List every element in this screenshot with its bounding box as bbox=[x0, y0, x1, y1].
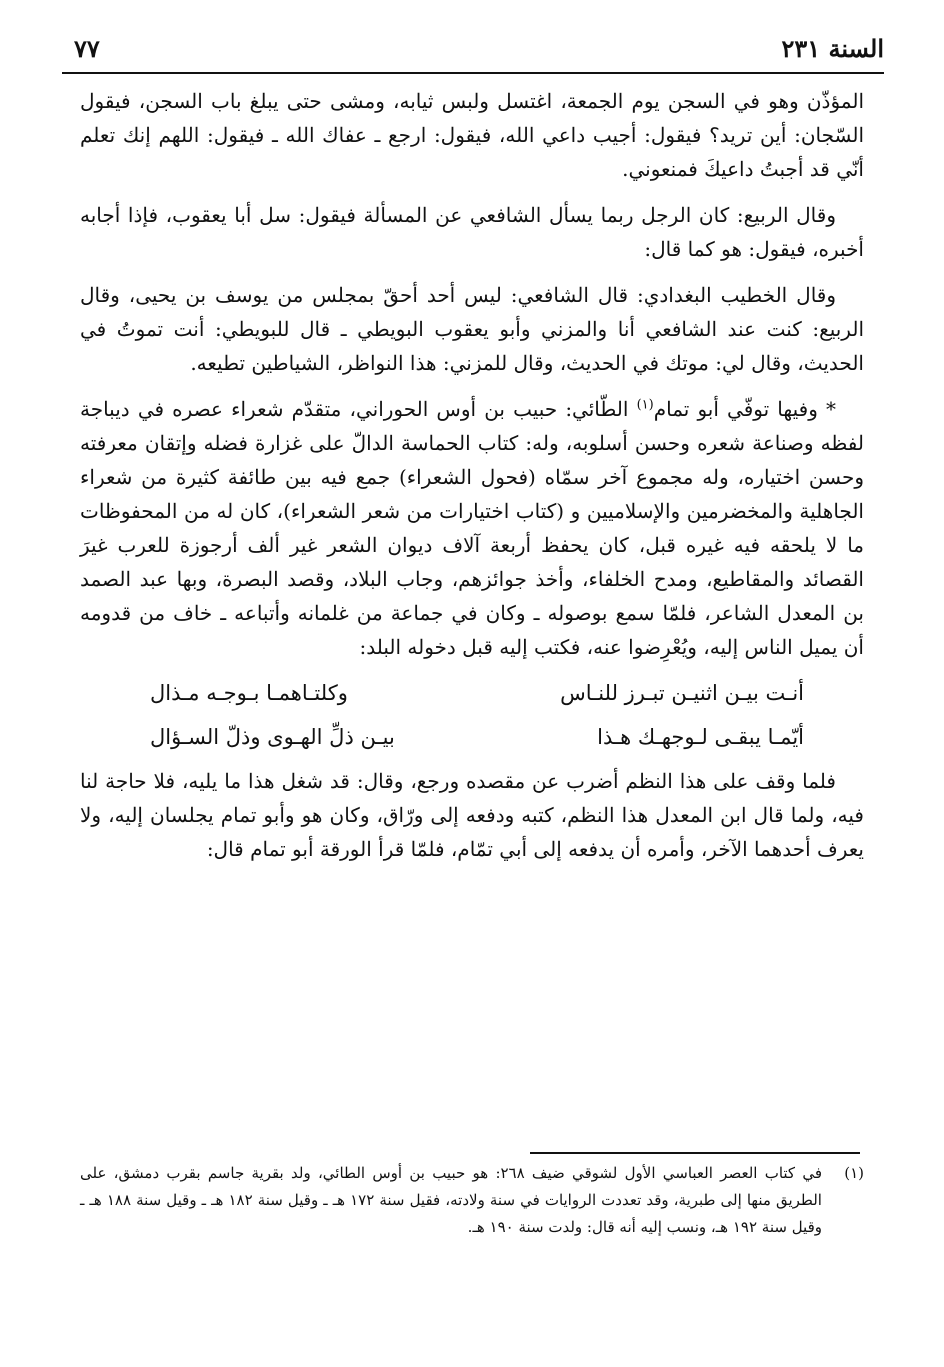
paragraph-abu-tammam bbox=[80, 392, 864, 664]
footnotes bbox=[80, 1160, 864, 1241]
paragraph-muezzin: المؤذّن وهو في السجن يوم الجمعة، اغتسل ولبس ثيابه، ومشى حتى يبلغ باب السجن، فيقول السّجان: أين تريد؟ فيقول: أجيب داعي الله، فيقول: ارجع ـ عفاك الله ـ فيقول: اللهم إنك تعلم أنّي قد أجبتُ داعيكَ فمنعوني. bbox=[80, 89, 864, 181]
footnote-rule bbox=[530, 1152, 860, 1154]
paragraph-khatib: وقال الخطيب البغدادي: قال الشافعي: ليس أحد أحقّ بمجلس من يوسف بن يحيى، وقال الربيع: كنت عند الشافعي أنا والمزني وأبو يعقوب البويطي ـ قال للبويطي: أنت تموتُ في الحديث، وقال لي: موتك في الحديث، وقال للمزني: هذا النواظر، الشياطين تطيعه. bbox=[80, 283, 864, 375]
paragraph-closing: فلما وقف على هذا النظم أضرب عن مقصده ورجع، وقال: قد شغل هذا ما يليه، فلا حاجة لنا فيه، ولما قال ابن المعدل هذا النظم، كتبه ودفعه إلى ورّاق، وكان هو وأبو تمام يجلسان إليه، ولا يعرف أحدهما الآخر، وأمره أن يدفعه إلى أبي تمّام، فلمّا قرأ الورقة أبو تمام قال: bbox=[80, 769, 864, 861]
paragraph-rabi-question: وقال الربيع: كان الرجل ربما يسأل الشافعي عن المسألة فيقول: سل أبا يعقوب، فإذا أجابه أخبره، فيقول: هو كما قال: bbox=[80, 203, 864, 261]
verse-2-second-hemistich: بيـن ذلِّ الهـوى وذلّ السـؤال bbox=[150, 725, 395, 749]
header-rule bbox=[62, 72, 884, 74]
verse-1-first-hemistich: أنـت بيـن اثنيـن تبـرز للنـاس bbox=[560, 681, 804, 705]
running-head: السنة ٢٣١ bbox=[781, 34, 884, 63]
verse-2-first-hemistich: أيّمـا يبقـى لـوجهـك هـذا bbox=[597, 725, 804, 749]
footnote-1 bbox=[80, 1160, 864, 1241]
abu-tammam-description: الطّائي: حبيب بن أوس الحوراني، متقدّم شعراء عصره في ديباجة لفظه وصناعة شعره وحسن أسلوبه، وله: كتاب الحماسة الدالّ على غزارة فضله وإتقان معرفته وحسن اختياره، وله مجموع آخر سمّاه (فحول الشعراء) جمع فيه بين طائفة كثيرة من شعراء الجاهلية والمخضرمين والإسلاميين و (كتاب اختيارات من شعر الشعراء)، كان له من المحفوظات ما لا يلحقه فيه غيره قبل، كان يحفظ أربعة آلاف ديوان الشعر غير ألف أرجوزة للعرب غيرَ القصائد والمقاطيع، ومدح الخلفاء، وأخذ جوائزهم، وجاب البلاد، وقصد البصرة، وبها عبد الصمد بن المعدل الشاعر، فلمّا سمع بوصوله ـ وكان في جماعة من غلمانه وأتباعه ـ خاف من قدومه أن يميل الناس إليه، ويُعْرِضوا عنه، فكتب إليه قبل دخوله البلد: bbox=[80, 397, 864, 659]
page-number: ٧٧ bbox=[74, 34, 100, 63]
footnote-1-text: في كتاب العصر العباسي الأول لشوقي ضيف ٢٦٨: هو حبيب بن أوس الطائي، ولد بقرية جاسم بقرب دمشق، على الطريق منها إلى طبرية، وقد تعددت الروايات في سنة ولادته، فقيل سنة ١٧٢ هـ ـ وقيل سنة ١٨٢ هـ ـ وقيل سنة ١٨٨ هـ ـ وقيل سنة ١٩٢ هـ، ونسب إليه أنه قال: ولدت سنة ١٩٠ هـ. bbox=[80, 1164, 822, 1236]
footnote-1-mark: (١) bbox=[844, 1164, 864, 1182]
verse-line-1 bbox=[80, 676, 864, 710]
footnote-reference[interactable]: (١) bbox=[636, 397, 654, 413]
main-text bbox=[80, 84, 864, 878]
verse-line-2 bbox=[80, 720, 864, 754]
abu-tammam-intro: * وفيها توفّي أبو تمام bbox=[653, 397, 836, 421]
verse-1-second-hemistich: وكلتـاهمـا بـوجـه مـذال bbox=[150, 681, 348, 705]
page-header bbox=[62, 28, 884, 72]
